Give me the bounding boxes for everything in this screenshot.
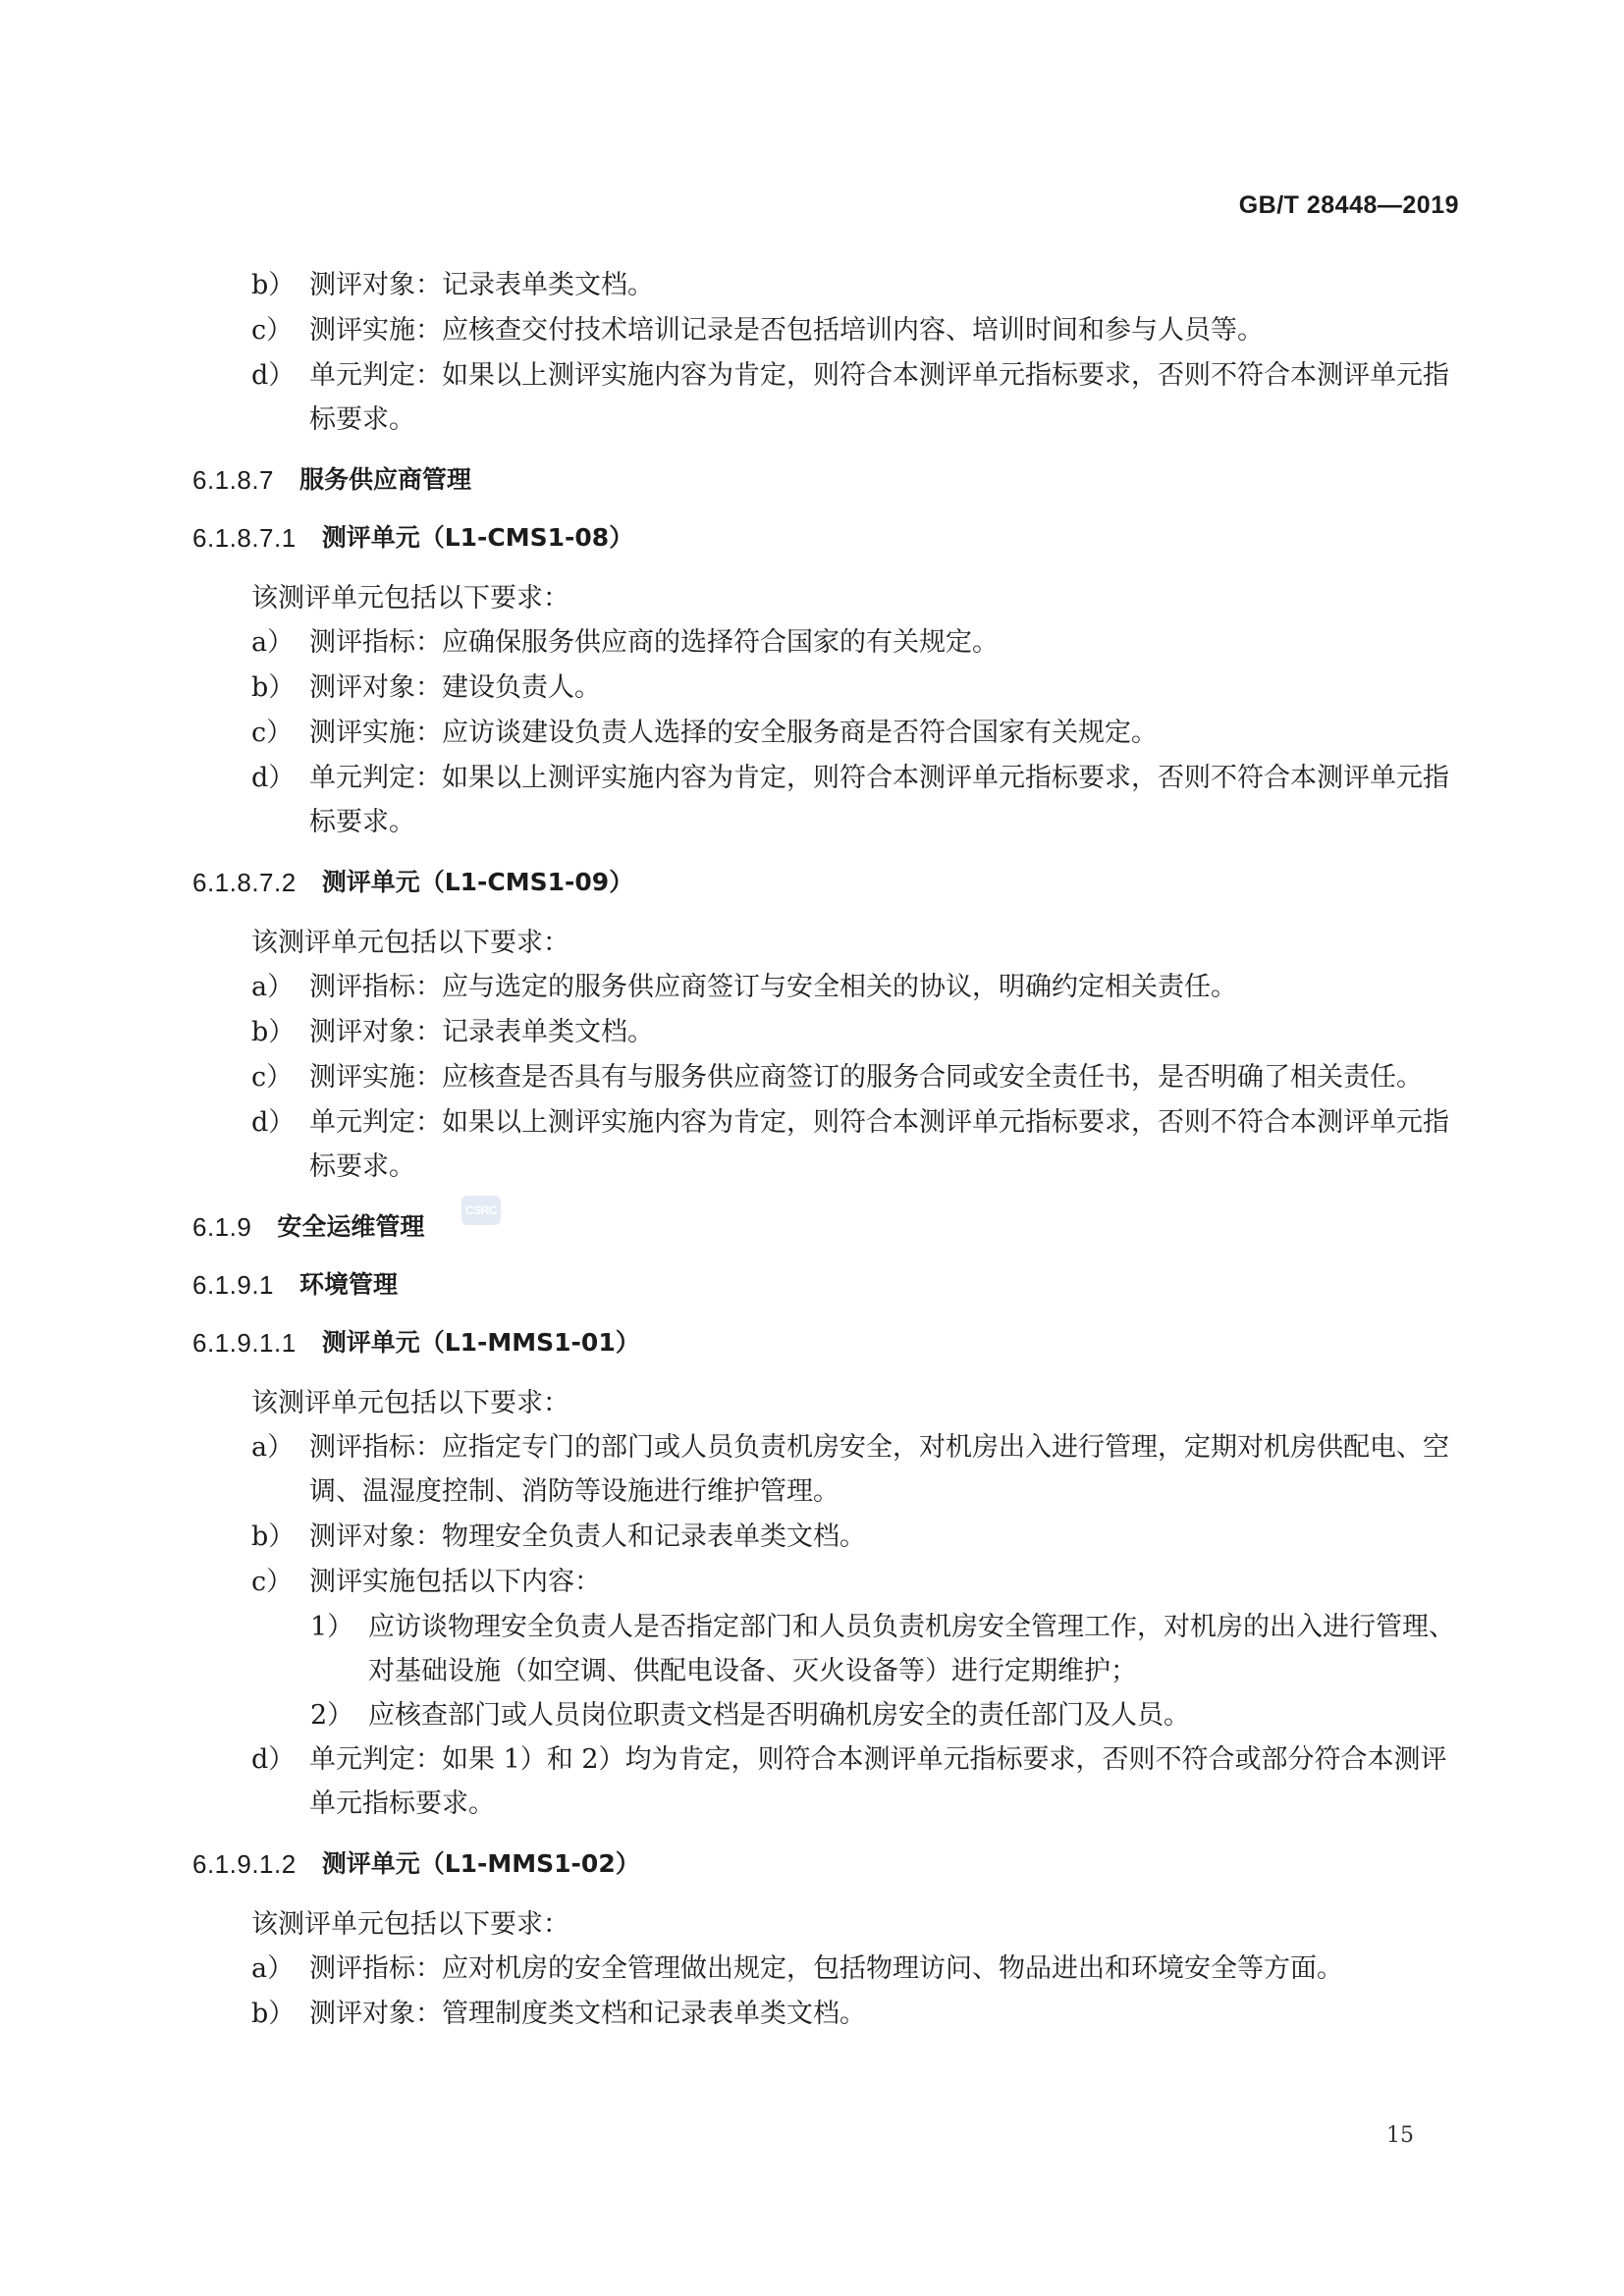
section-title: 测评单元（L1-CMS1-09）	[321, 868, 634, 896]
list-marker: c）	[251, 718, 294, 748]
list-marker: d）	[251, 360, 296, 391]
list-item-text: 应核查部门或人员岗位职责文档是否明确机房安全的责任部门及人员。	[368, 1700, 1190, 1731]
list-marker: a）	[251, 1953, 295, 1984]
section-heading	[192, 460, 1459, 500]
section-number: 6.1.9.1.2	[192, 1849, 297, 1879]
list-item-text: 测评指标：应指定专门的部门或人员负责机房安全，对机房出入进行管理，定期对机房供配电、空调、温湿度控制、消防等设施进行维护管理。	[309, 1432, 1449, 1507]
list-item	[192, 1737, 1459, 1826]
section-number: 6.1.8.7.1	[192, 523, 297, 553]
list-item-text: 单元判定：如果以上测评实施内容为肯定，则符合本测评单元指标要求，否则不符合本测评单元指标要求。	[309, 763, 1449, 837]
list-marker: a）	[251, 972, 295, 1002]
intro-paragraph: 该测评单元包括以下要求：	[251, 583, 569, 614]
list-item-text: 测评实施包括以下内容：	[309, 1567, 601, 1597]
sub-list-item	[192, 1693, 1459, 1737]
list-marker: d）	[251, 1107, 296, 1138]
list-marker: b）	[251, 672, 296, 703]
list-item-text: 测评对象：建设负责人。	[309, 672, 601, 703]
section-heading	[192, 1265, 1459, 1305]
intro-paragraph: 该测评单元包括以下要求：	[251, 1909, 569, 1940]
list-item	[192, 1055, 1459, 1099]
page-number: 15	[1386, 2123, 1414, 2148]
list-marker: a）	[251, 1432, 295, 1463]
section-title: 服务供应商管理	[299, 465, 472, 494]
section-title: 测评单元（L1-MMS1-02）	[321, 1849, 640, 1878]
standard-number: GB/T 28448—2019	[1238, 191, 1459, 219]
list-item	[192, 1425, 1459, 1514]
document-body	[192, 263, 1459, 2037]
list-item-text: 测评指标：应对机房的安全管理做出规定，包括物理访问、物品进出和环境安全等方面。	[309, 1953, 1343, 1984]
list-marker: d）	[251, 1744, 296, 1775]
intro-paragraph: 该测评单元包括以下要求：	[251, 1388, 569, 1418]
list-marker: a）	[251, 627, 295, 658]
section-heading	[192, 1323, 1459, 1362]
list-item	[192, 620, 1459, 665]
list-item-text: 单元判定：如果以上测评实施内容为肯定，则符合本测评单元指标要求，否则不符合本测评单元指标要求。	[309, 360, 1449, 435]
list-item	[192, 1992, 1459, 2036]
list-marker: c）	[251, 315, 294, 346]
section-number: 6.1.9.1.1	[192, 1328, 297, 1358]
list-item	[192, 1515, 1459, 1559]
list-item-text: 测评对象：记录表单类文档。	[309, 270, 654, 300]
list-marker: 2）	[310, 1700, 354, 1731]
list-item	[192, 666, 1459, 710]
list-item-text: 测评对象：记录表单类文档。	[309, 1017, 654, 1047]
section-heading	[192, 518, 1459, 558]
list-marker: b）	[251, 1017, 296, 1047]
section-title: 环境管理	[299, 1270, 399, 1299]
list-marker: b）	[251, 1522, 296, 1552]
list-item	[192, 353, 1459, 442]
list-item	[192, 308, 1459, 352]
section-number: 6.1.9.1	[192, 1270, 275, 1300]
section-title: 测评单元（L1-CMS1-08）	[321, 523, 634, 552]
section-heading	[192, 1844, 1459, 1884]
list-item	[192, 1010, 1459, 1054]
list-item	[192, 263, 1459, 307]
list-marker: 1）	[310, 1612, 354, 1642]
sub-list-item	[192, 1605, 1459, 1693]
list-item	[192, 1947, 1459, 1991]
list-marker: c）	[251, 1567, 294, 1597]
list-item	[192, 1560, 1459, 1604]
list-item-text: 测评实施：应核查是否具有与服务供应商签订的服务合同或安全责任书，是否明确了相关责任。	[309, 1062, 1423, 1093]
watermark-stamp: CSRC	[461, 1196, 501, 1225]
section-number: 6.1.9	[192, 1212, 252, 1242]
section-title: 测评单元（L1-MMS1-01）	[321, 1328, 640, 1357]
list-item-text: 测评实施：应访谈建设负责人选择的安全服务商是否符合国家有关规定。	[309, 718, 1158, 748]
intro-paragraph: 该测评单元包括以下要求：	[251, 928, 569, 958]
section-title: 安全运维管理	[277, 1212, 425, 1241]
list-marker: b）	[251, 1999, 296, 2029]
section-number: 6.1.8.7	[192, 465, 275, 495]
list-item-text: 测评实施：应核查交付技术培训记录是否包括培训内容、培训时间和参与人员等。	[309, 315, 1264, 346]
list-item-text: 应访谈物理安全负责人是否指定部门和人员负责机房安全管理工作，对机房的出入进行管理、对基础设施（如空调、供配电设备、灭火设备等）进行定期维护；	[368, 1612, 1455, 1686]
list-item-text: 单元判定：如果 1）和 2）均为肯定，则符合本测评单元指标要求，否则不符合或部分符合本测评单元指标要求。	[309, 1744, 1447, 1819]
list-item-text: 测评指标：应与选定的服务供应商签订与安全相关的协议，明确约定相关责任。	[309, 972, 1237, 1002]
list-item-text: 测评对象：物理安全负责人和记录表单类文档。	[309, 1522, 866, 1552]
list-item	[192, 711, 1459, 755]
list-marker: c）	[251, 1062, 294, 1093]
list-item	[192, 756, 1459, 844]
list-item-text: 测评指标：应确保服务供应商的选择符合国家的有关规定。	[309, 627, 999, 658]
section-heading	[192, 1207, 1459, 1247]
list-item-text: 单元判定：如果以上测评实施内容为肯定，则符合本测评单元指标要求，否则不符合本测评单元指标要求。	[309, 1107, 1449, 1182]
list-item-text: 测评对象：管理制度类文档和记录表单类文档。	[309, 1999, 866, 2029]
section-heading	[192, 863, 1459, 902]
list-item	[192, 965, 1459, 1009]
list-marker: b）	[251, 270, 296, 300]
list-item	[192, 1100, 1459, 1189]
list-marker: d）	[251, 763, 296, 793]
section-number: 6.1.8.7.2	[192, 868, 297, 897]
